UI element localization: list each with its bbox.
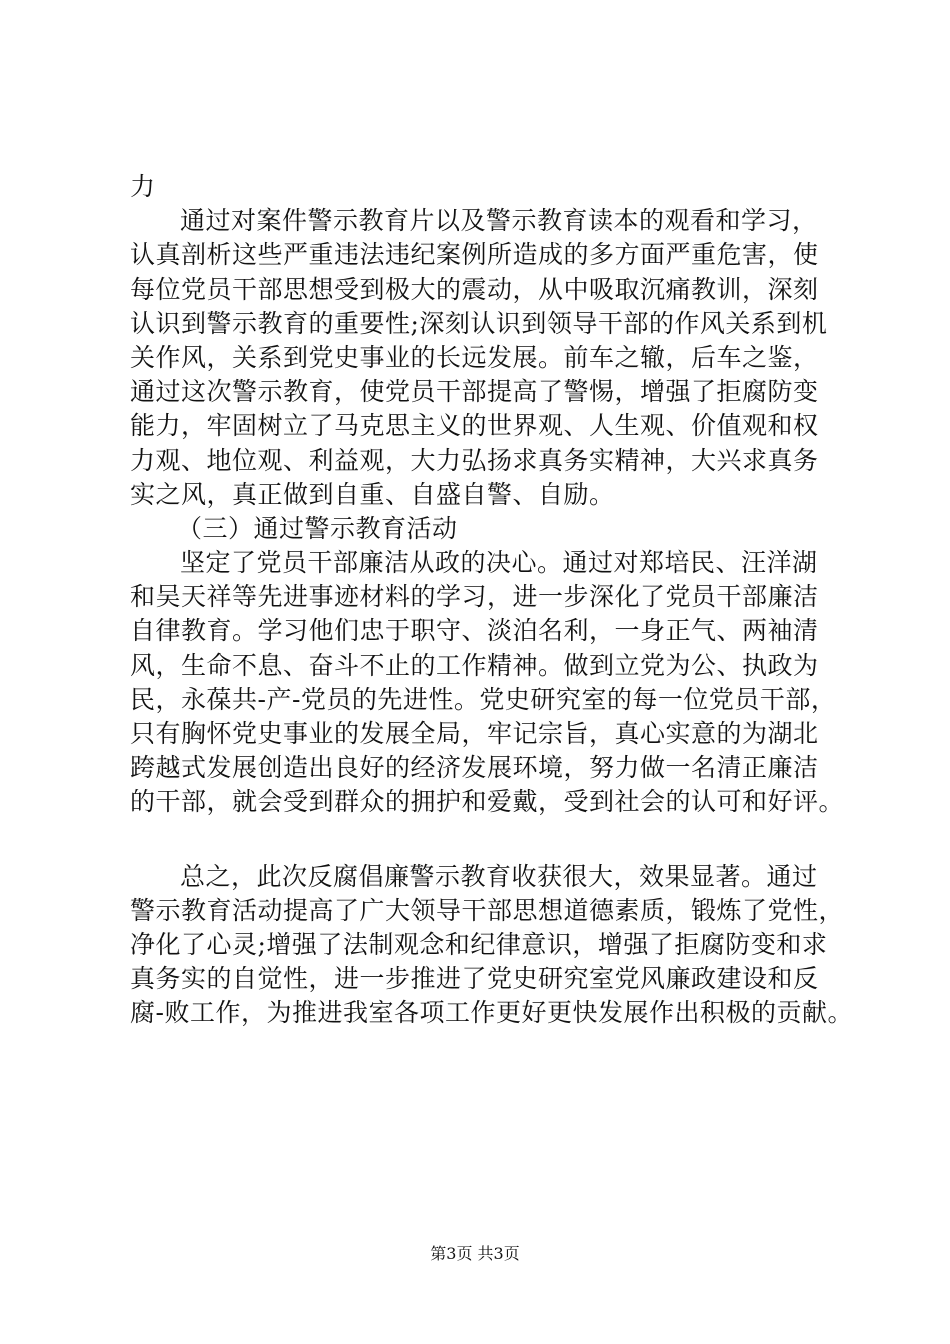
paragraph-case-study [130,204,850,512]
paragraph-summary [130,860,853,1031]
text-line: 力 [130,172,156,201]
text-line: 腐-败工作，为推进我室各项工作更好更快发展作出积极的贡献。 [130,998,853,1028]
text-line: 通过对案件警示教育片以及警示教育读本的观看和学习， [180,206,818,236]
text-line: 和吴天祥等先进事迹材料的学习，进一步深化了党员干部廉洁 [130,582,819,612]
text-line: 认真剖析这些严重违法违纪案例所造成的多方面严重危害，使 [130,240,819,270]
text-line: 认识到警示教育的重要性;深刻认识到领导干部的作风关系到机 [130,308,828,338]
text-line: 警示教育活动提高了广大领导干部思想道德素质，锻炼了党性， [130,895,845,925]
text-line: 实之风，真正做到自重、自盛自警、自励。 [130,479,615,509]
text-line: 的干部，就会受到群众的拥护和爱戴，受到社会的认可和好评。 [130,787,845,817]
text-line: 坚定了党员干部廉洁从政的决心。通过对郑培民、汪洋湖 [180,548,818,578]
text-line: 力观、地位观、利益观，大力弘扬求真务实精神，大兴求真务 [130,445,819,475]
text-line: 民，永葆共-产-党员的先进性。党史研究室的每一位党员干部， [130,684,837,714]
paragraph-role-models [130,546,850,820]
page-number-footer: 第3页 共3页 [430,1244,520,1263]
text-line: 风，生命不息、奋斗不止的工作精神。做到立党为公、执政为 [130,650,819,680]
text-line: 跨越式发展创造出良好的经济发展环境，努力做一名清正廉洁 [130,753,819,783]
text-line: 真务实的自觉性，进一步推进了党史研究室党风廉政建设和反 [130,964,819,994]
document-body [130,170,853,1031]
text-line: 总之，此次反腐倡廉警示教育收获很大，效果显著。通过 [180,861,818,891]
paragraph-spacer [130,820,850,860]
text-line: 每位党员干部思想受到极大的震动，从中吸取沉痛教训，深刻 [130,274,819,304]
text-line: 净化了心灵;增强了法制观念和纪律意识，增强了拒腐防变和求 [130,929,828,959]
text-line: 只有胸怀党史事业的发展全局，牢记宗旨，真心实意的为湖北 [130,719,819,748]
text-line: 通过这次警示教育，使党员干部提高了警惕，增强了拒腐防变 [130,377,819,407]
text-line: 自律教育。学习他们忠于职守、淡泊名利，一身正气、两袖清 [130,616,819,646]
section-heading: （三）通过警示教育活动 [177,513,458,543]
text-line: 关作风，关系到党史事业的长远发展。前车之辙，后车之鉴， [130,342,819,372]
text-line: 能力，牢固树立了马克思主义的世界观、人生观、价值观和权 [130,411,819,441]
